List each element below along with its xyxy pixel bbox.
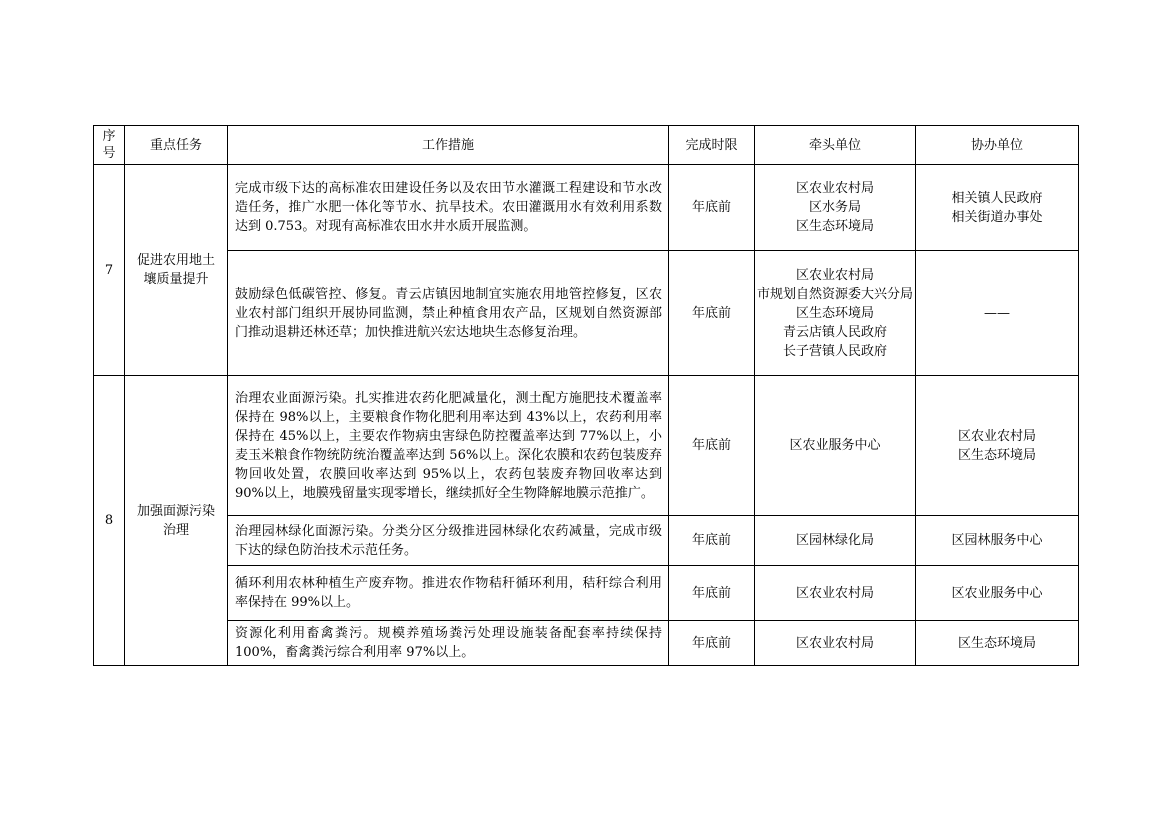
assist-cell: —— (916, 251, 1079, 376)
deadline-cell: 年底前 (669, 165, 755, 251)
table-row (94, 251, 1079, 376)
header-assist: 协办单位 (916, 126, 1079, 165)
deadline-cell: 年底前 (669, 566, 755, 621)
lead-cell: 区农业农村局 区水务局 区生态环境局 (755, 165, 916, 251)
lead-cell: 区农业服务中心 (755, 376, 916, 516)
measure-cell: 完成市级下达的高标准农田建设任务以及农田节水灌溉工程建设和节水改造任务，推广水肥一体化等节水、抗旱技术。农田灌溉用水有效利用系数达到 0.753。对现有高标准农田水井水质开展监测。 (228, 165, 669, 251)
table-row (94, 516, 1079, 566)
assist-cell: 区园林服务中心 (916, 516, 1079, 566)
measure-cell: 鼓励绿色低碳管控、修复。青云店镇因地制宜实施农用地管控修复，区农业农村部门组织开展协同监测，禁止种植食用农产品，区规划自然资源部门推动退耕还林还草；加快推进航兴宏达地块生态修复治理。 (228, 251, 669, 376)
header-row (94, 126, 1079, 165)
assist-cell: 相关镇人民政府 相关街道办事处 (916, 165, 1079, 251)
measure-cell: 治理园林绿化面源污染。分类分区分级推进园林绿化农药减量，完成市级下达的绿色防治技术示范任务。 (228, 516, 669, 566)
measure-cell: 治理农业面源污染。扎实推进农药化肥减量化，测土配方施肥技术覆盖率保持在 98%以上，主要粮食作物化肥利用率达到 43%以上，农药利用率保持在 45%以上，主要农作物病虫害绿色防控覆盖率达到 77%以上，小麦玉米粮食作物统防统治覆盖率达到 56%以上。深化农膜和农药包装废弃物回收处置，农膜回收率达到 95%以上，农药包装废弃物回收率达到 90%以上，地膜残留量实现零增长，继续抓好全生物降解地膜示范推广。 (228, 376, 669, 516)
header-lead: 牵头单位 (755, 126, 916, 165)
deadline-cell: 年底前 (669, 621, 755, 666)
header-seq: 序 号 (94, 126, 125, 165)
table-row (94, 165, 1079, 251)
table-row (94, 376, 1079, 516)
assist-cell: 区生态环境局 (916, 621, 1079, 666)
group-seq: 8 (94, 376, 125, 666)
deadline-cell: 年底前 (669, 376, 755, 516)
lead-cell: 区农业农村局 (755, 621, 916, 666)
lead-cell: 区园林绿化局 (755, 516, 916, 566)
measure-cell: 循环利用农林种植生产废弃物。推进农作物秸秆循环利用，秸秆综合利用率保持在 99%以上。 (228, 566, 669, 621)
header-measure: 工作措施 (228, 126, 669, 165)
group-seq: 7 (94, 165, 125, 376)
task-table (93, 125, 1079, 666)
group-task: 加强面源污染治理 (125, 376, 228, 666)
lead-cell: 区农业农村局 市规划自然资源委大兴分局 区生态环境局 青云店镇人民政府 长子营镇人民政府 (755, 251, 916, 376)
deadline-cell: 年底前 (669, 251, 755, 376)
header-deadline: 完成时限 (669, 126, 755, 165)
deadline-cell: 年底前 (669, 516, 755, 566)
measure-cell: 资源化利用畜禽粪污。规模养殖场粪污处理设施装备配套率持续保持 100%，畜禽粪污综合利用率 97%以上。 (228, 621, 669, 666)
assist-cell: 区农业服务中心 (916, 566, 1079, 621)
table-row (94, 566, 1079, 621)
table-row (94, 621, 1079, 666)
assist-cell: 区农业农村局 区生态环境局 (916, 376, 1079, 516)
group-task: 促进农用地土壤质量提升 (125, 165, 228, 376)
header-task: 重点任务 (125, 126, 228, 165)
lead-cell: 区农业农村局 (755, 566, 916, 621)
